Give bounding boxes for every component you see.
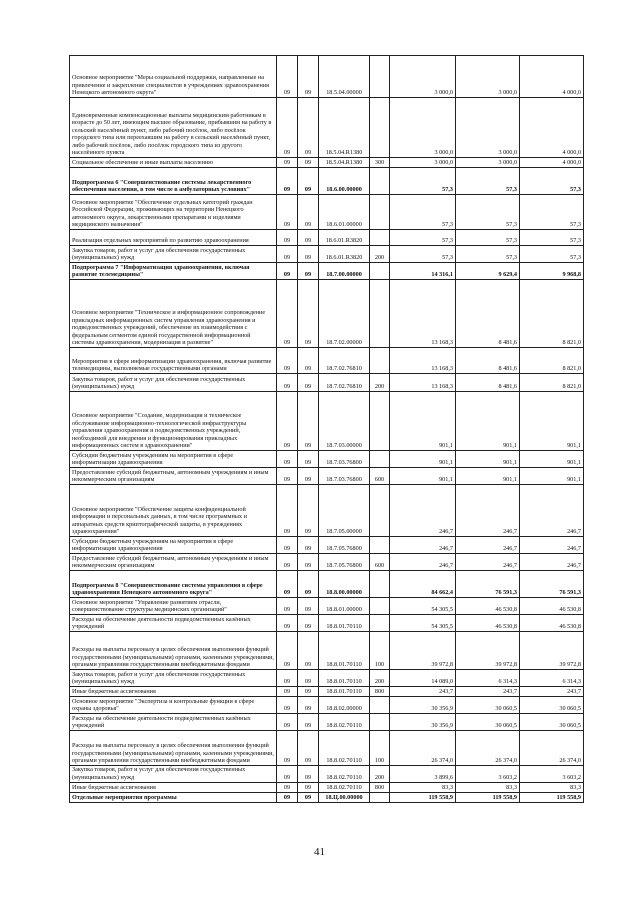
row-amount-year-1: 3 000,0 <box>390 56 456 98</box>
table-row <box>70 373 584 391</box>
table-row <box>70 536 584 553</box>
row-amount-year-3: 39 972,8 <box>520 631 584 669</box>
row-section: 09 <box>277 158 298 168</box>
row-subsection: 09 <box>298 484 319 536</box>
row-target-article: 18.7.05.76800 <box>319 536 370 553</box>
row-amount-year-1: 30 356,9 <box>390 696 456 713</box>
row-expense-type <box>370 168 390 195</box>
row-amount-year-2: 57,3 <box>456 195 520 230</box>
row-amount-year-1: 84 662,4 <box>390 570 456 597</box>
row-expense-type <box>370 195 390 230</box>
row-name: Иные бюджетные ассигнования <box>70 686 277 696</box>
row-name: Подпрограмма 6 "Совершенствование системы лекарственного обеспечения населения, в том числе в амбулаторных условиях" <box>70 168 277 195</box>
row-expense-type <box>370 536 390 553</box>
row-target-article: 18.8.01.70110 <box>319 686 370 696</box>
row-amount-year-2: 3 000,0 <box>456 158 520 168</box>
row-expense-type <box>370 792 390 802</box>
row-amount-year-2: 246,7 <box>456 484 520 536</box>
row-name: Основное мероприятие "Управление развитием отрасли, совершенствование структуры медицинских организаций" <box>70 597 277 614</box>
row-section: 09 <box>277 696 298 713</box>
row-section: 09 <box>277 450 298 467</box>
row-expense-type <box>370 391 390 450</box>
row-target-article: 18.8.02.70110 <box>319 730 370 765</box>
row-amount-year-1: 14 089,0 <box>390 669 456 686</box>
row-subsection: 09 <box>298 669 319 686</box>
row-amount-year-1: 57,3 <box>390 230 456 246</box>
row-expense-type: 100 <box>370 631 390 669</box>
row-section: 09 <box>277 631 298 669</box>
row-subsection: 09 <box>298 553 319 570</box>
row-amount-year-3: 119 558,9 <box>520 792 584 802</box>
row-expense-type <box>370 484 390 536</box>
row-amount-year-1: 54 305,5 <box>390 597 456 614</box>
row-name: Предоставление субсидий бюджетным, автономным учреждениям и иным некоммерческим организациям <box>70 553 277 570</box>
row-expense-type <box>370 713 390 730</box>
row-expense-type: 200 <box>370 669 390 686</box>
row-target-article: 18.8.00.00000 <box>319 570 370 597</box>
row-amount-year-1: 83,3 <box>390 782 456 792</box>
row-name: Отдельные мероприятия программы <box>70 792 277 802</box>
row-target-article: 18.5.04.R1380 <box>319 98 370 158</box>
row-amount-year-1: 246,7 <box>390 536 456 553</box>
row-section: 09 <box>277 792 298 802</box>
row-subsection: 09 <box>298 597 319 614</box>
row-amount-year-3: 30 060,5 <box>520 713 584 730</box>
row-expense-type <box>370 56 390 98</box>
table-row <box>70 279 584 347</box>
row-target-article: 18.7.02.76810 <box>319 347 370 373</box>
table-row <box>70 765 584 782</box>
row-amount-year-1: 13 168,3 <box>390 347 456 373</box>
row-name: Подпрограмма 7 "Информатизация здравоохранения, включая развитие телемедицины" <box>70 262 277 279</box>
row-subsection: 09 <box>298 391 319 450</box>
row-target-article: 18.8.01.70110 <box>319 669 370 686</box>
row-amount-year-3: 8 821,0 <box>520 279 584 347</box>
row-amount-year-3: 4 000,0 <box>520 158 584 168</box>
row-subsection: 09 <box>298 347 319 373</box>
row-name: Расходы на выплаты персоналу в целях обеспечения выполнения функций государственными (муниципальными) органами, казенными учреждениями, органами управления государственными внебюджетными фондами <box>70 730 277 765</box>
row-subsection: 09 <box>298 467 319 484</box>
row-subsection: 09 <box>298 686 319 696</box>
row-target-article: 18.7.05.76800 <box>319 553 370 570</box>
row-amount-year-2: 9 629,4 <box>456 262 520 279</box>
row-amount-year-1: 243,7 <box>390 686 456 696</box>
row-amount-year-3: 6 314,3 <box>520 669 584 686</box>
row-name: Основное мероприятие "Создание, модернизация и техническое обслуживание информационно-технологической инфраструктуры управления здравоохранения и подведомственных учреждений, необходимой для внедрения и функционирования прикладных информационных систем в здравоохранении" <box>70 391 277 450</box>
row-amount-year-3: 3 603,2 <box>520 765 584 782</box>
row-expense-type: 200 <box>370 373 390 391</box>
row-target-article: 18.7.00.00000 <box>319 262 370 279</box>
row-subsection: 09 <box>298 765 319 782</box>
row-amount-year-3: 246,7 <box>520 536 584 553</box>
row-amount-year-2: 3 000,0 <box>456 98 520 158</box>
row-expense-type: 800 <box>370 782 390 792</box>
row-amount-year-1: 901,1 <box>390 467 456 484</box>
row-subsection: 09 <box>298 195 319 230</box>
row-amount-year-2: 46 530,8 <box>456 597 520 614</box>
row-amount-year-1: 901,1 <box>390 391 456 450</box>
row-subsection: 09 <box>298 262 319 279</box>
row-subsection: 09 <box>298 570 319 597</box>
row-amount-year-2: 119 558,9 <box>456 792 520 802</box>
row-amount-year-2: 243,7 <box>456 686 520 696</box>
table-row <box>70 98 584 158</box>
row-subsection: 09 <box>298 792 319 802</box>
row-amount-year-3: 57,3 <box>520 195 584 230</box>
table-row <box>70 614 584 631</box>
row-name: Единовременные компенсационные выплаты медицинским работникам в возрасте до 50 лет, имеющим высшее образование, прибывшим на работу в сельский населённый пункт, либо рабочий посёлок, либо посёлок городского типа или переехавшим на работу в сельский населённый пункт, либо рабочий посёлок, либо посёлок городского типа из другого населённого пункта <box>70 98 277 158</box>
row-amount-year-1: 13 168,3 <box>390 373 456 391</box>
row-name: Закупка товаров, работ и услуг для обеспечения государственных (муниципальных) нужд <box>70 765 277 782</box>
row-name: Основное мероприятие "Обеспечение защиты конфиденциальной информации и персональных данных, в том числе программных и аппаратных средств криптографической защиты, в учреждениях здравоохранения" <box>70 484 277 536</box>
row-section: 09 <box>277 467 298 484</box>
table-row <box>70 467 584 484</box>
row-name: Социальное обеспечение и иные выплаты населению <box>70 158 277 168</box>
table-row <box>70 168 584 195</box>
row-expense-type <box>370 696 390 713</box>
row-section: 09 <box>277 782 298 792</box>
row-amount-year-2: 30 060,5 <box>456 696 520 713</box>
row-section: 09 <box>277 230 298 246</box>
row-amount-year-3: 8 821,0 <box>520 347 584 373</box>
table-row <box>70 230 584 246</box>
row-section: 09 <box>277 391 298 450</box>
row-amount-year-3: 76 591,3 <box>520 570 584 597</box>
row-subsection: 09 <box>298 713 319 730</box>
row-section: 09 <box>277 279 298 347</box>
row-section: 09 <box>277 669 298 686</box>
row-section: 09 <box>277 765 298 782</box>
row-amount-year-1: 3 899,6 <box>390 765 456 782</box>
row-amount-year-2: 83,3 <box>456 782 520 792</box>
row-amount-year-2: 30 060,5 <box>456 713 520 730</box>
row-amount-year-2: 46 530,8 <box>456 614 520 631</box>
row-target-article: 18.5.04.00000 <box>319 56 370 98</box>
row-section: 09 <box>277 262 298 279</box>
row-subsection: 09 <box>298 168 319 195</box>
row-section: 09 <box>277 347 298 373</box>
row-amount-year-2: 57,3 <box>456 230 520 246</box>
row-amount-year-2: 8 481,6 <box>456 347 520 373</box>
row-amount-year-2: 26 374,0 <box>456 730 520 765</box>
row-section: 09 <box>277 484 298 536</box>
row-amount-year-1: 3 000,0 <box>390 98 456 158</box>
table-row <box>70 246 584 263</box>
table-row <box>70 597 584 614</box>
table-row <box>70 262 584 279</box>
row-expense-type: 600 <box>370 467 390 484</box>
table-row <box>70 713 584 730</box>
row-name: Расходы на обеспечение деятельности подведомственных казённых учреждений <box>70 713 277 730</box>
row-amount-year-3: 57,3 <box>520 246 584 263</box>
row-subsection: 09 <box>298 279 319 347</box>
row-target-article: 18.6.01.00000 <box>319 195 370 230</box>
row-amount-year-3: 901,1 <box>520 450 584 467</box>
row-subsection: 09 <box>298 373 319 391</box>
row-expense-type <box>370 347 390 373</box>
row-amount-year-2: 3 603,2 <box>456 765 520 782</box>
row-subsection: 09 <box>298 730 319 765</box>
row-target-article: 18.6.00.00000 <box>319 168 370 195</box>
row-name: Иные бюджетные ассигнования <box>70 782 277 792</box>
row-amount-year-2: 8 481,6 <box>456 373 520 391</box>
row-name: Основное мероприятие "Техническое и информационное сопровождение прикладных информационных систем управления здравоохранения и подведомственных учреждений, обеспечение их взаимодействия с федеральным сегментом единой государственной информационной системы здравоохранения, модернизация и развитие" <box>70 279 277 347</box>
row-amount-year-2: 76 591,3 <box>456 570 520 597</box>
row-amount-year-1: 14 316,1 <box>390 262 456 279</box>
row-expense-type: 200 <box>370 246 390 263</box>
row-subsection: 09 <box>298 536 319 553</box>
table-row <box>70 792 584 802</box>
row-name: Основное мероприятие "Экспертиза и контрольные функции в сфере охраны здоровья" <box>70 696 277 713</box>
row-amount-year-1: 57,3 <box>390 195 456 230</box>
row-amount-year-1: 26 374,0 <box>390 730 456 765</box>
row-section: 09 <box>277 168 298 195</box>
row-target-article: 18.7.03.00000 <box>319 391 370 450</box>
row-amount-year-1: 57,3 <box>390 168 456 195</box>
row-subsection: 09 <box>298 158 319 168</box>
row-amount-year-1: 30 356,9 <box>390 713 456 730</box>
row-target-article: 18.8.02.70110 <box>319 713 370 730</box>
row-amount-year-1: 54 305,5 <box>390 614 456 631</box>
table-row <box>70 484 584 536</box>
row-subsection: 09 <box>298 696 319 713</box>
row-section: 09 <box>277 373 298 391</box>
row-name: Основное мероприятие "Обеспечение отдельных категорий граждан Российской Федерации, проживающих на территории Ненецкого автономного округа, лекарственными препаратами и изделиями медицинского назначения" <box>70 195 277 230</box>
row-expense-type <box>370 262 390 279</box>
row-amount-year-2: 901,1 <box>456 450 520 467</box>
row-target-article: 18.7.03.76800 <box>319 467 370 484</box>
row-target-article: 18.5.04.R1380 <box>319 158 370 168</box>
row-section: 09 <box>277 614 298 631</box>
row-amount-year-1: 119 558,9 <box>390 792 456 802</box>
row-subsection: 09 <box>298 614 319 631</box>
row-section: 09 <box>277 570 298 597</box>
row-target-article: 18.8.02.70110 <box>319 782 370 792</box>
row-target-article: 18.8.01.70110 <box>319 631 370 669</box>
table-row <box>70 195 584 230</box>
row-amount-year-3: 26 374,0 <box>520 730 584 765</box>
row-section: 09 <box>277 246 298 263</box>
row-amount-year-2: 57,3 <box>456 246 520 263</box>
row-amount-year-3: 4 000,0 <box>520 56 584 98</box>
row-subsection: 09 <box>298 631 319 669</box>
row-section: 09 <box>277 56 298 98</box>
row-amount-year-2: 8 481,6 <box>456 279 520 347</box>
row-subsection: 09 <box>298 98 319 158</box>
row-expense-type: 600 <box>370 553 390 570</box>
row-expense-type <box>370 230 390 246</box>
row-expense-type <box>370 570 390 597</box>
table-row <box>70 391 584 450</box>
row-section: 09 <box>277 713 298 730</box>
budget-table <box>69 55 584 803</box>
row-name: Предоставление субсидий бюджетным, автономным учреждениям и иным некоммерческим организациям <box>70 467 277 484</box>
row-name: Мероприятия в сфере информатизации здравоохранения, включая развитие телемедицины, выполняемые государственными органами <box>70 347 277 373</box>
row-amount-year-1: 57,3 <box>390 246 456 263</box>
row-section: 09 <box>277 597 298 614</box>
row-amount-year-3: 246,7 <box>520 553 584 570</box>
row-name: Закупка товаров, работ и услуг для обеспечения государственных (муниципальных) нужд <box>70 669 277 686</box>
table-row <box>70 782 584 792</box>
table-row <box>70 686 584 696</box>
row-section: 09 <box>277 536 298 553</box>
row-target-article: 18.7.02.00000 <box>319 279 370 347</box>
row-subsection: 09 <box>298 782 319 792</box>
table-row <box>70 450 584 467</box>
table-row <box>70 158 584 168</box>
row-target-article: 18.7.05.00000 <box>319 484 370 536</box>
table-row <box>70 56 584 98</box>
page-number: 41 <box>314 846 325 858</box>
row-name: Расходы на выплаты персоналу в целях обеспечения выполнения функций государственными (муниципальными) органами, казенными учреждениями, органами управления государственными внебюджетными фондами <box>70 631 277 669</box>
row-name: Субсидии бюджетным учреждениям на мероприятия в сфере информатизации здравоохранения <box>70 450 277 467</box>
row-amount-year-1: 13 168,3 <box>390 279 456 347</box>
row-amount-year-2: 901,1 <box>456 467 520 484</box>
row-expense-type <box>370 279 390 347</box>
row-amount-year-3: 243,7 <box>520 686 584 696</box>
row-target-article: 18.8.02.00000 <box>319 696 370 713</box>
row-target-article: 18.8.01.00000 <box>319 597 370 614</box>
row-amount-year-3: 9 968,8 <box>520 262 584 279</box>
table-row <box>70 669 584 686</box>
row-amount-year-3: 57,3 <box>520 168 584 195</box>
row-section: 09 <box>277 730 298 765</box>
row-amount-year-1: 246,7 <box>390 484 456 536</box>
row-target-article: 18.7.02.76810 <box>319 373 370 391</box>
row-name: Расходы на обеспечение деятельности подведомственных казённых учреждений <box>70 614 277 631</box>
row-expense-type <box>370 98 390 158</box>
table-row <box>70 631 584 669</box>
row-target-article: 18.6.01.R3820 <box>319 230 370 246</box>
row-section: 09 <box>277 553 298 570</box>
row-amount-year-2: 57,3 <box>456 168 520 195</box>
row-expense-type: 100 <box>370 730 390 765</box>
table-row <box>70 553 584 570</box>
row-amount-year-3: 57,3 <box>520 230 584 246</box>
row-amount-year-1: 901,1 <box>390 450 456 467</box>
row-expense-type <box>370 597 390 614</box>
row-name: Закупка товаров, работ и услуг для обеспечения государственных (муниципальных) нужд <box>70 246 277 263</box>
row-amount-year-1: 3 000,0 <box>390 158 456 168</box>
row-expense-type: 800 <box>370 686 390 696</box>
row-amount-year-3: 30 060,5 <box>520 696 584 713</box>
row-amount-year-3: 46 530,8 <box>520 614 584 631</box>
row-amount-year-3: 46 530,8 <box>520 597 584 614</box>
row-name: Реализация отдельных мероприятий по развитию здравоохранения <box>70 230 277 246</box>
row-expense-type: 300 <box>370 158 390 168</box>
table-row <box>70 696 584 713</box>
row-amount-year-3: 4 000,0 <box>520 98 584 158</box>
row-amount-year-2: 246,7 <box>456 553 520 570</box>
row-amount-year-3: 901,1 <box>520 391 584 450</box>
row-target-article: 18.7.03.76800 <box>319 450 370 467</box>
row-section: 09 <box>277 686 298 696</box>
row-amount-year-3: 8 821,0 <box>520 373 584 391</box>
row-amount-year-2: 39 972,8 <box>456 631 520 669</box>
row-amount-year-1: 246,7 <box>390 553 456 570</box>
row-amount-year-2: 901,1 <box>456 391 520 450</box>
row-amount-year-2: 6 314,3 <box>456 669 520 686</box>
row-expense-type <box>370 450 390 467</box>
row-subsection: 09 <box>298 450 319 467</box>
table-row <box>70 730 584 765</box>
table-row <box>70 347 584 373</box>
row-name: Субсидии бюджетным учреждениям на мероприятия в сфере информатизации здравоохранения <box>70 536 277 553</box>
row-target-article: 18.8.02.70110 <box>319 765 370 782</box>
row-expense-type <box>370 614 390 631</box>
row-amount-year-2: 3 000,0 <box>456 56 520 98</box>
row-expense-type: 200 <box>370 765 390 782</box>
row-amount-year-1: 39 972,8 <box>390 631 456 669</box>
row-name: Основное мероприятие "Меры социальной поддержки, направленные на привлечение и закрепление специалистов в учреждениях здравоохранения Ненецкого автономного округа" <box>70 56 277 98</box>
row-amount-year-2: 246,7 <box>456 536 520 553</box>
table-row <box>70 570 584 597</box>
table-body <box>70 56 584 803</box>
row-section: 09 <box>277 98 298 158</box>
row-amount-year-3: 901,1 <box>520 467 584 484</box>
row-target-article: 18.8.01.70110 <box>319 614 370 631</box>
row-amount-year-3: 246,7 <box>520 484 584 536</box>
row-subsection: 09 <box>298 230 319 246</box>
row-target-article: 18.Ц.00.00000 <box>319 792 370 802</box>
row-amount-year-3: 83,3 <box>520 782 584 792</box>
row-target-article: 18.6.01.R3820 <box>319 246 370 263</box>
row-name: Подпрограмма 8 "Совершенствование системы управления в сфере здравоохранения Ненецкого автономного округа" <box>70 570 277 597</box>
row-section: 09 <box>277 195 298 230</box>
row-name: Закупка товаров, работ и услуг для обеспечения государственных (муниципальных) нужд <box>70 373 277 391</box>
row-subsection: 09 <box>298 246 319 263</box>
row-subsection: 09 <box>298 56 319 98</box>
